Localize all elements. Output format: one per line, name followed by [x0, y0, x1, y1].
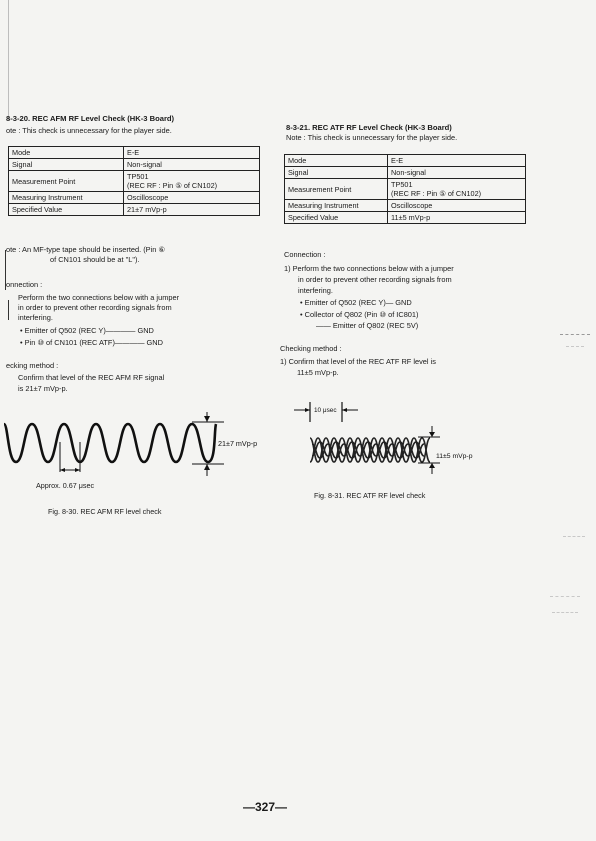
amplitude-arrow-head — [429, 463, 435, 468]
table-cell-value: TP501 (REC RF : Pin ⑤ of CN102) — [388, 179, 526, 200]
table-cell-value: Non-signal — [124, 159, 260, 171]
period-arrow-head — [305, 408, 310, 412]
table-cell-label: Signal — [9, 159, 124, 171]
period-label: Approx. 0.67 μsec — [36, 481, 95, 490]
amplitude-arrow-head — [429, 432, 435, 437]
page-edge-line — [8, 300, 9, 320]
period-arrow-head — [75, 468, 80, 472]
table-cell-label: Measurement Point — [9, 171, 124, 192]
section-heading-8-3-21: 8-3-21. REC ATF RF Level Check (HK-3 Board) — [286, 123, 452, 132]
connection-line: 1) Perform the two connections below with a jumper — [284, 264, 454, 273]
connection-line: in order to prevent other recording signals from — [18, 303, 172, 312]
table-cell-value: E-E — [388, 155, 526, 167]
table-row — [285, 167, 526, 179]
table-cell-label: Mode — [9, 147, 124, 159]
connection-line: • Emitter of Q502 (REC Y)— GND — [300, 298, 412, 307]
table-row — [285, 200, 526, 212]
table-cell-value: Oscilloscope — [388, 200, 526, 212]
table-cell-value: TP501 (REC RF : Pin ⑤ of CN102) — [124, 171, 260, 192]
table-row — [285, 212, 526, 224]
table-row — [9, 159, 260, 171]
figure-caption-8-30: Fig. 8-30. REC AFM RF level check — [48, 507, 162, 516]
checking-line: is 21±7 mVp-p. — [18, 384, 68, 393]
table-row — [9, 204, 260, 216]
table-cell-label: Signal — [285, 167, 388, 179]
connection-line: interfering. — [298, 286, 333, 295]
connection-line: in order to prevent other recording signals from — [298, 275, 452, 284]
connection-line: interfering. — [18, 313, 53, 322]
checking-title: Checking method : — [280, 344, 342, 353]
amplitude-label: 11±5 mVp-p — [436, 453, 473, 460]
table-row — [285, 179, 526, 200]
connection-title: Connection : — [284, 250, 326, 259]
section-heading-8-3-20: 8-3-20. REC AFM RF Level Check (HK-3 Board) — [6, 114, 175, 123]
connection-line: Perform the two connections below with a jumper — [18, 293, 180, 302]
section-note: Note : This check is unnecessary for the player side. — [286, 133, 458, 142]
scan-artifact — [560, 334, 590, 335]
connection-line: —— Emitter of Q802 (REC 5V) — [316, 321, 419, 330]
amplitude-arrow-head — [204, 416, 210, 422]
table-cell-label: Specified Value — [9, 204, 124, 216]
connection-line: • Emitter of Q502 (REC Y)———— GND — [20, 326, 154, 335]
table-cell-value: Non-signal — [388, 167, 526, 179]
amplitude-arrow-head — [204, 464, 210, 470]
table-cell-value: Oscilloscope — [124, 192, 260, 204]
table-cell-label: Mode — [285, 155, 388, 167]
period-arrow-head — [342, 408, 347, 412]
checking-line: 1) Confirm that level of the REC ATF RF level is — [280, 357, 436, 366]
table-row — [9, 171, 260, 192]
page-number: —327— — [243, 800, 288, 814]
note-line: ote : An MF-type tape should be inserted. (Pin ⑥ — [6, 245, 166, 254]
figure-caption-8-31: Fig. 8-31. REC ATF RF level check — [314, 491, 426, 500]
table-cell-value: 11±5 mVp-p — [388, 212, 526, 224]
note-line: of CN101 should be at "L"). — [50, 255, 140, 264]
table-row — [9, 147, 260, 159]
table-cell-label: Measurement Point — [285, 179, 388, 200]
scan-artifact — [552, 612, 578, 613]
period-label: 10 μsec — [314, 407, 337, 414]
scan-artifact — [563, 536, 585, 537]
checking-title: ecking method : — [6, 361, 59, 370]
scan-artifact — [566, 346, 584, 347]
amplitude-label: 21±7 mVp-p — [218, 439, 258, 448]
overlapped-waveforms — [310, 438, 430, 462]
checking-line: Confirm that level of the REC AFM RF signal — [18, 373, 165, 382]
scan-artifact — [550, 596, 580, 597]
page-edge-line — [8, 0, 9, 120]
connection-line: • Pin ⑩ of CN101 (REC ATF)———— GND — [20, 338, 163, 347]
table-row — [285, 155, 526, 167]
connection-line: • Collector of Q802 (Pin ⑩ of IC801) — [300, 310, 419, 319]
table-cell-label: Specified Value — [285, 212, 388, 224]
sine-wave — [4, 424, 216, 462]
section-note: ote : This check is unnecessary for the player side. — [6, 126, 172, 135]
spec-table-afm — [8, 146, 260, 216]
checking-line: 11±5 mVp-p. — [297, 368, 339, 377]
table-cell-label: Measuring Instrument — [285, 200, 388, 212]
period-arrow-head — [60, 468, 65, 472]
table-row — [9, 192, 260, 204]
waveform-atf-rf — [290, 400, 520, 490]
spec-table-atf — [284, 154, 526, 224]
table-cell-label: Measuring Instrument — [9, 192, 124, 204]
connection-title: onnection : — [6, 280, 43, 289]
table-cell-value: E-E — [124, 147, 260, 159]
table-cell-value: 21±7 mVp-p — [124, 204, 260, 216]
